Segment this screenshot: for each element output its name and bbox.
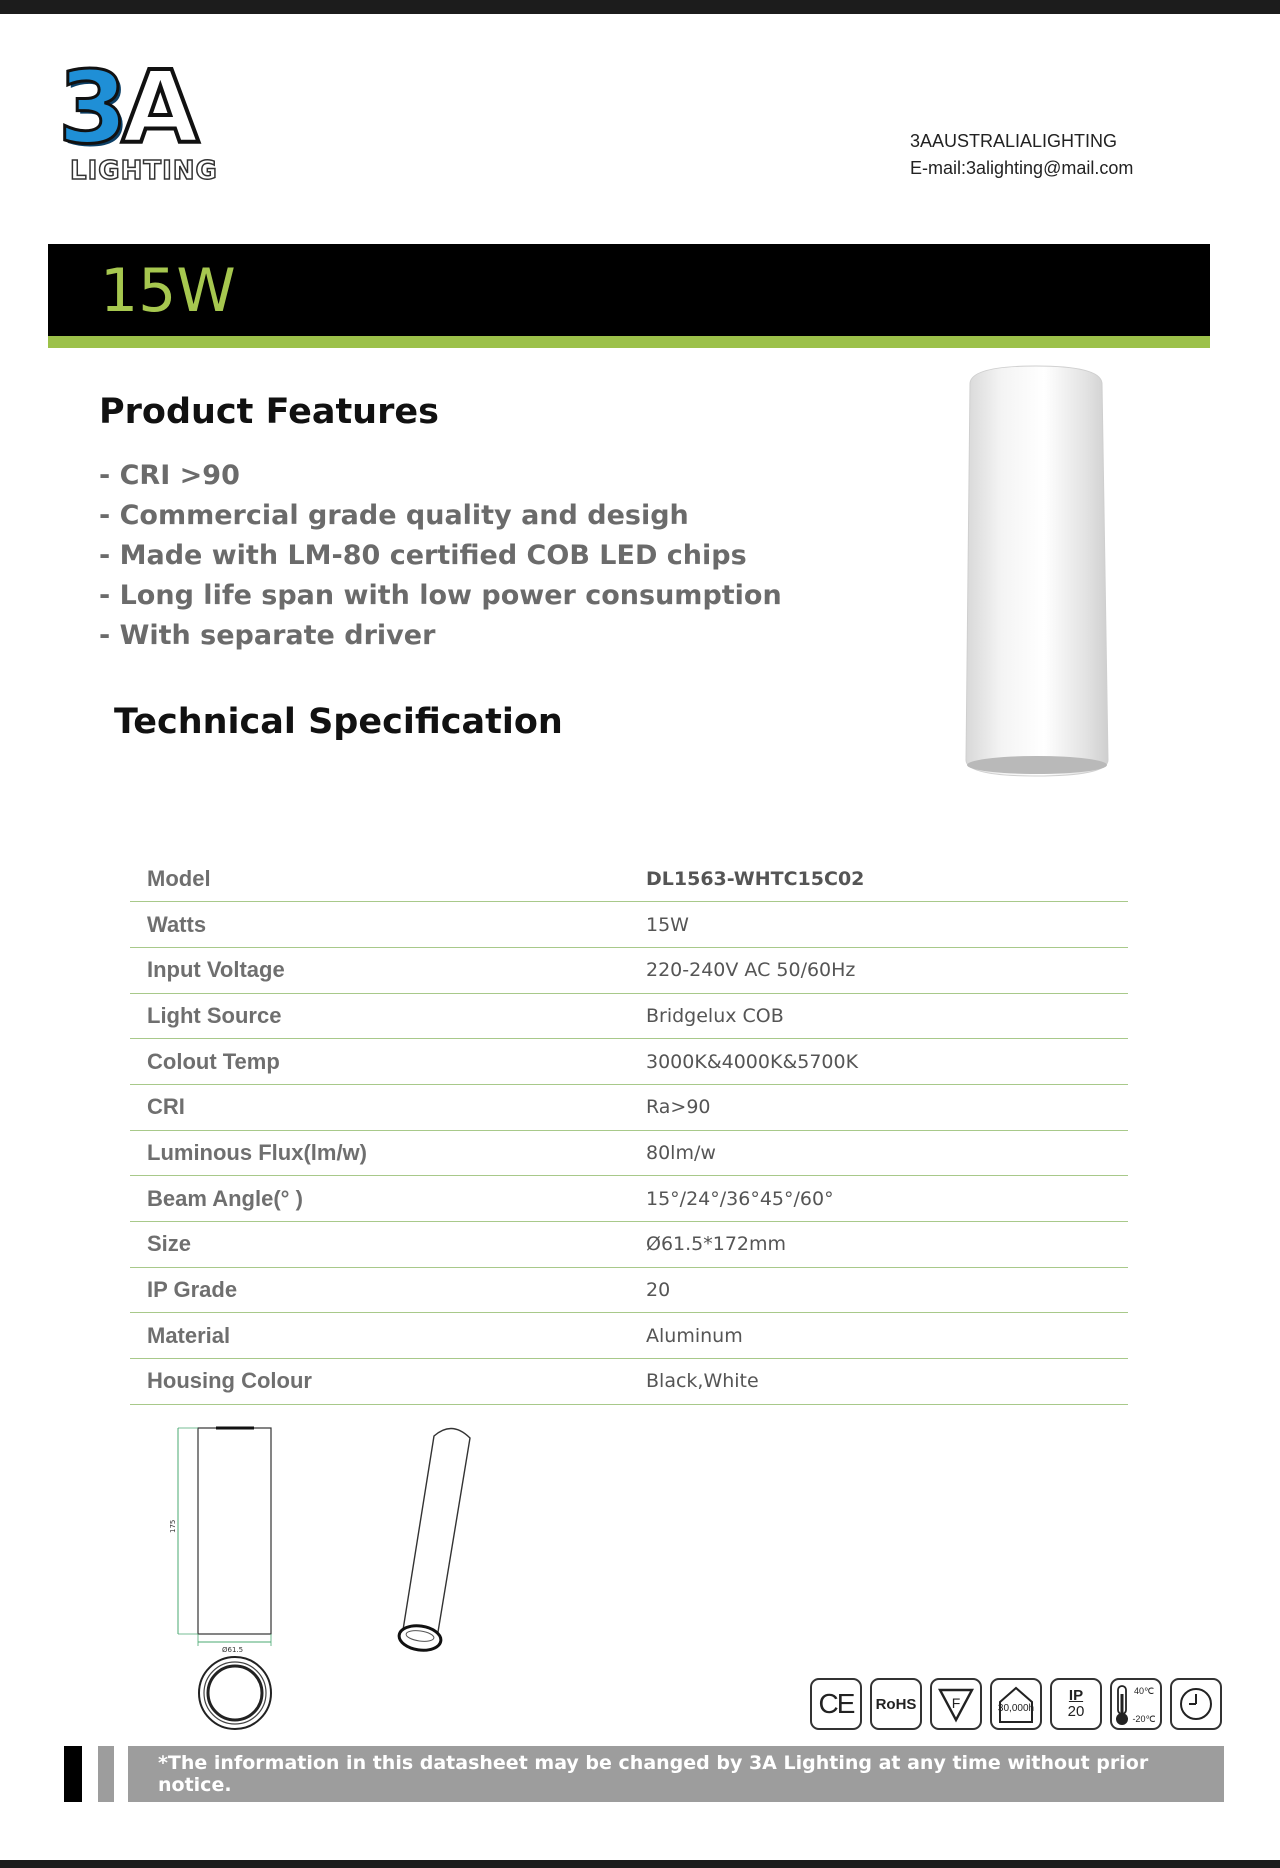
spec-key: Light Source (130, 993, 630, 1039)
f-mark-text: F (951, 1695, 961, 1711)
feature-item: - Long life span with low power consumption (99, 580, 782, 611)
features-list (99, 456, 782, 656)
spec-value: 15°/24°/36°45°/60° (630, 1176, 1128, 1222)
table-row (130, 1084, 1128, 1130)
company-name: 3AAUSTRALIALIGHTING (910, 131, 1118, 151)
height-dimension-label: 175 (169, 1519, 177, 1533)
spec-value: 3000K&4000K&5700K (630, 1039, 1128, 1085)
spec-value: Ø61.5*172mm (630, 1222, 1128, 1268)
wattage-banner (48, 244, 1210, 336)
table-row (130, 1359, 1128, 1405)
contact-info (910, 128, 1133, 182)
spec-value: Ra>90 (630, 1084, 1128, 1130)
email-address: E-mail:3alighting@mail.com (910, 158, 1134, 178)
temp-high-text: 40℃ (1133, 1686, 1155, 1696)
spec-key: Size (130, 1222, 630, 1268)
table-row (130, 1267, 1128, 1313)
spec-key: Model (130, 856, 630, 902)
table-row (130, 1176, 1128, 1222)
f-mark-icon (930, 1678, 982, 1730)
features-heading: Product Features (99, 392, 439, 432)
footer-notice: *The information in this datasheet may be changed by 3A Lighting at any time without prior notice. (158, 1752, 1149, 1796)
spec-key: Watts (130, 902, 630, 948)
spec-key: Material (130, 1313, 630, 1359)
ip-label: IP (1068, 1687, 1084, 1704)
top-border (0, 0, 1280, 14)
footer-accent-black (64, 1746, 82, 1802)
ip-value: 20 (1067, 1703, 1085, 1720)
table-row (130, 1222, 1128, 1268)
clock-icon (1170, 1678, 1222, 1730)
banner-accent-line (48, 336, 1210, 348)
spec-value: Aluminum (630, 1313, 1128, 1359)
table-row (130, 902, 1128, 948)
feature-item: - With separate driver (99, 620, 436, 651)
spec-key: CRI (130, 1084, 630, 1130)
table-row (130, 1130, 1128, 1176)
feature-item: - Commercial grade quality and desigh (99, 500, 689, 531)
spec-value: 15W (630, 902, 1128, 948)
logo-mark-3: 3 (58, 49, 122, 166)
spec-value: DL1563-WHTC15C02 (630, 856, 1128, 902)
rohs-text: RoHS (875, 1695, 917, 1713)
certification-icons (810, 1678, 1222, 1730)
table-row (130, 856, 1128, 902)
lifespan-text: 30,000h (997, 1703, 1035, 1714)
spec-key: Colout Temp (130, 1039, 630, 1085)
spec-key: Luminous Flux(lm/w) (130, 1130, 630, 1176)
table-row (130, 947, 1128, 993)
bottom-border (0, 1860, 1280, 1868)
spec-heading: Technical Specification (114, 702, 563, 742)
footer-accent-gray (98, 1746, 114, 1802)
technical-drawings (160, 1420, 540, 1740)
logo-mark (58, 49, 193, 166)
spec-value: Black,White (630, 1359, 1128, 1405)
feature-item: - CRI >90 (99, 460, 240, 491)
feature-item: - Made with LM-80 certified COB LED chips (99, 540, 747, 571)
spec-key: IP Grade (130, 1267, 630, 1313)
logo-mark-a: A (121, 49, 193, 166)
spec-value: Bridgelux COB (630, 993, 1128, 1039)
spec-key: Housing Colour (130, 1359, 630, 1405)
spec-key: Input Voltage (130, 947, 630, 993)
spec-table (130, 856, 1128, 1405)
ce-mark-text: CE (818, 1688, 854, 1719)
spec-value: 80lm/w (630, 1130, 1128, 1176)
front-elevation-drawing (169, 1428, 271, 1654)
logo-subtitle: LIGHTING (70, 156, 218, 186)
table-row (130, 993, 1128, 1039)
spec-key: Beam Angle(° ) (130, 1176, 630, 1222)
perspective-drawing (398, 1428, 470, 1652)
ce-mark-icon (810, 1678, 862, 1730)
ip-rating-icon (1050, 1678, 1102, 1730)
bottom-view-drawing (199, 1657, 271, 1729)
spec-value: 220-240V AC 50/60Hz (630, 947, 1128, 993)
brand-logo (58, 49, 228, 188)
lifespan-icon (990, 1678, 1042, 1730)
wattage-title: 15W (100, 256, 236, 326)
temp-low-text: -20℃ (1132, 1714, 1156, 1724)
temperature-range-icon (1110, 1678, 1162, 1730)
spec-value: 20 (630, 1267, 1128, 1313)
product-image (960, 362, 1112, 780)
table-row (130, 1313, 1128, 1359)
rohs-icon (870, 1678, 922, 1730)
table-row (130, 1039, 1128, 1085)
diameter-dimension-label: Ø61.5 (222, 1646, 244, 1654)
footer-notice-bar (128, 1746, 1224, 1802)
